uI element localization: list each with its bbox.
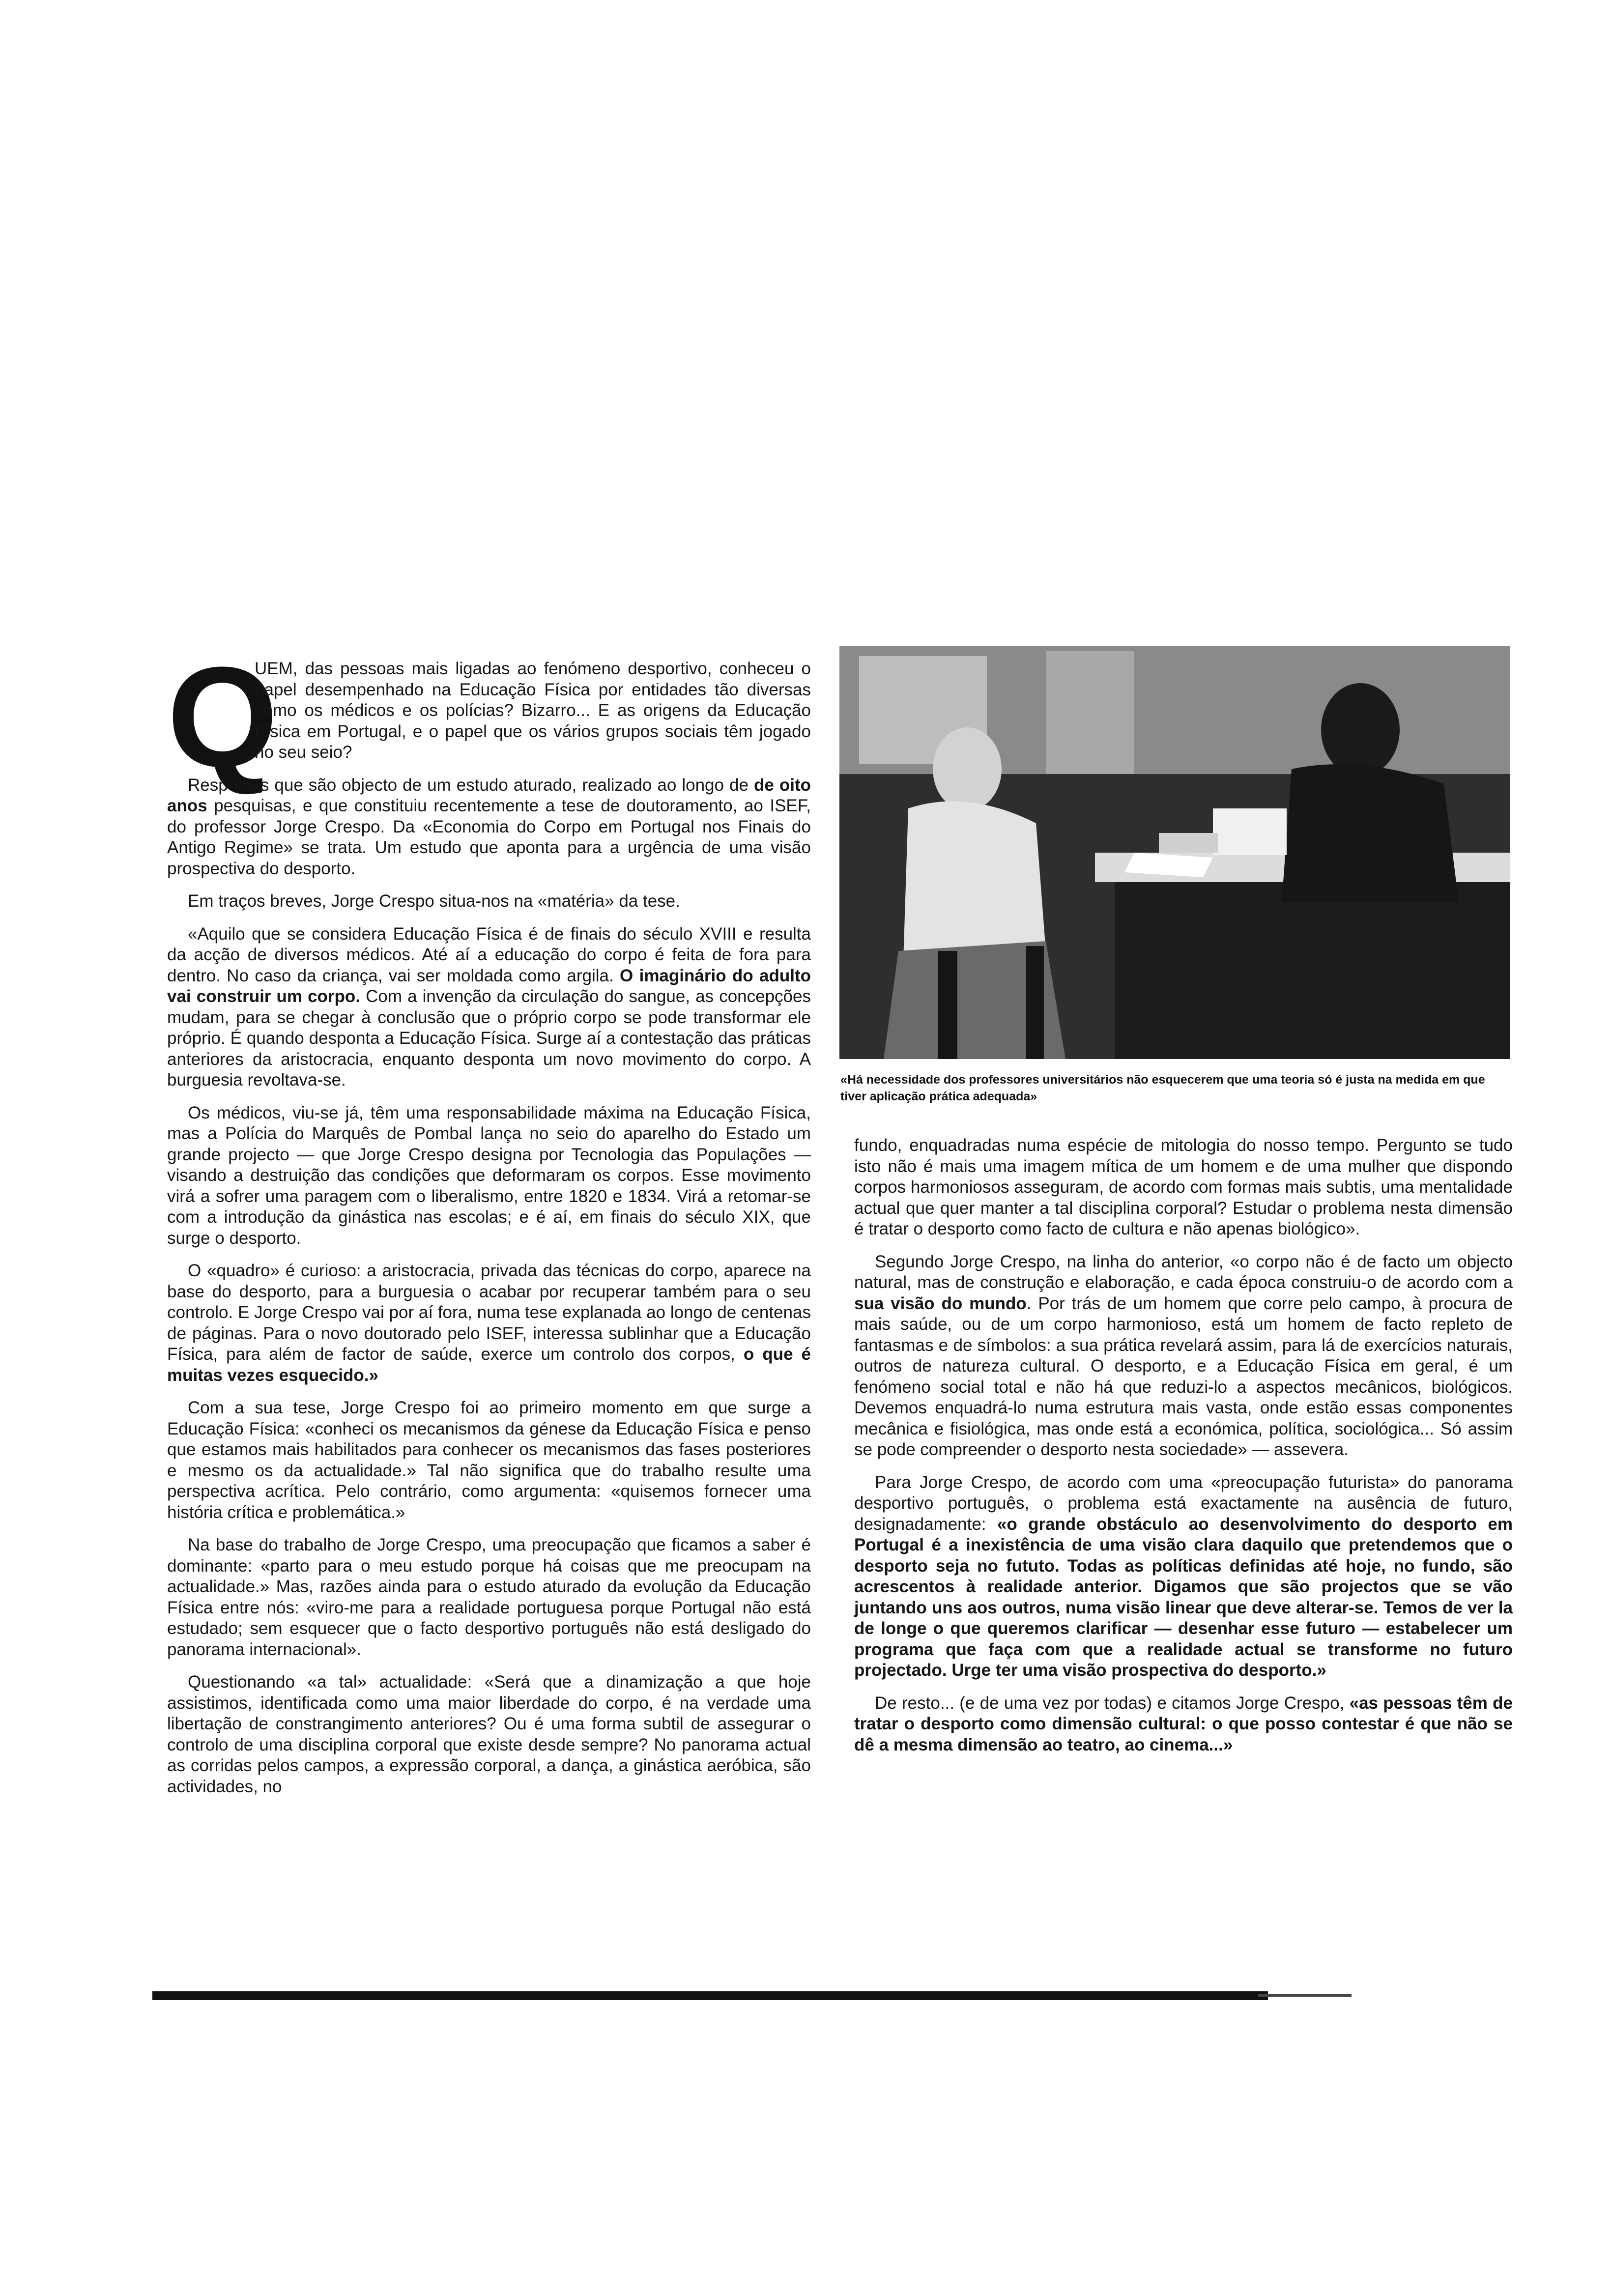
left-column xyxy=(167,637,811,1809)
paragraph-thesis xyxy=(167,775,811,880)
right-column xyxy=(854,1135,1513,1767)
paragraph-continuation xyxy=(854,1135,1513,1240)
conclusion-text-a: De resto... (e de uma vez por todas) e citamos Jorge Crespo, xyxy=(875,1693,1350,1713)
origins-text-c: Com a invenção da circulação do sangue, as concepções mudam, para se chegar à conclusão que o próprio corpo se pode transformar ele próprio. É quando desponta a Educação Física. Surge aí a contestação das práticas anteriores da aristocracia, enquanto desponta um novo movimento do corpo. A burguesia revoltava-se. xyxy=(167,987,811,1090)
drop-cap: Q xyxy=(167,637,278,797)
future-bold: «o grande obstáculo ao desenvolvimento do desporto em Portugal é a inexistência de uma visão clara daquilo que pretendemos que o desporto seja no fututo. Todas as políticas definidas até hoje, no fundo, são acrescentos à realidade anterior. Digamos que são projectos que se vão juntando uns aos outros, numa visão linear que deve alterar-se. Temos de ver la de longe o que queremos clarificar — desenhar esse futuro — estabelecer um programa que faça com que a realidade actual se transforme no futuro projectado. Urge ter uma visão prospectiva do desporto.» xyxy=(854,1514,1513,1680)
origins-text-a: «Aquilo que se considera Educação Física é de finais do século XVIII e resulta da acção de diversos médicos. Até aí a educação do corpo é feita de fora para dentro. No caso da criança, vai ser moldada como argila. xyxy=(167,924,811,985)
paragraph-body-construction xyxy=(854,1252,1513,1461)
paragraph-conclusion xyxy=(854,1693,1513,1756)
photo-image xyxy=(839,646,1510,1059)
paragraph-summary xyxy=(167,891,811,912)
bottom-rule xyxy=(152,1991,1268,2000)
paragraph-thesis-method xyxy=(167,1398,811,1523)
paragraph-future xyxy=(854,1472,1513,1681)
paragraph-doctors xyxy=(167,1103,811,1249)
paragraph-quote-origins xyxy=(167,924,811,1091)
picture-bold: o que é muitas vezes esquecido.» xyxy=(167,1345,811,1385)
thesis-bold: de oito anos xyxy=(167,775,811,815)
paragraph-questioning xyxy=(167,1672,811,1797)
construction-text-a: Segundo Jorge Crespo, na linha do anterior, «o corpo não é de facto um objecto natural, mas de construção e elaboração, e cada época construiu-o de acordo com a xyxy=(854,1252,1513,1292)
method-text: Com a sua tese, Jorge Crespo foi ao primeiro momento em que surge a Educação Física: «conheci os mecanismos da génese da Educação Física e penso que estamos mais habilitados para conhecer os mecanismos das fases posteriores e mesmo os da actualidade.» Tal não significa que do trabalho resulte uma perspectiva acrítica. Pelo contrário, como argumenta: «quisemos fornecer uma história crítica e problemática.» xyxy=(167,1398,811,1522)
paragraph-picture xyxy=(167,1261,811,1386)
continuation-text: fundo, enquadradas numa espécie de mitologia do nosso tempo. Pergunto se tudo isto não é mais uma imagem mítica de um homem e de uma mulher que dispondo corpos harmoniosos asseguram, de acordo com formas mais subtis, uma mentalidade actual que quer manter a tal disciplina corporal? Estudar o problema nesta dimensão é tratar o desporto como facto de cultura e não apenas biológico». xyxy=(854,1136,1513,1238)
conclusion-bold: «as pessoas têm de tratar o desporto como dimensão cultural: o que posso contestar é que não se dê a mesma dimensão ao teatro, ao cinema...» xyxy=(854,1693,1513,1754)
doctors-text: Os médicos, viu-se já, têm uma responsabilidade máxima na Educação Física, mas a Polícia do Marquês de Pombal lança no seio do aparelho do Estado um grande projecto — que Jorge Crespo designa por Tecnologia das Populações — visando a destruição das condições que deformaram os corpos. Esse movimento virá a sofrer uma paragem com o liberalismo, entre 1820 e 1834. Virá a retomar-se com a introdução da ginástica nas escolas; e é aí, em finais do século XIX, que surge o desporto. xyxy=(167,1103,811,1248)
thesis-text-a: Respostas que são objecto de um estudo aturado, realizado ao longo de xyxy=(188,775,754,795)
bottom-rule-tail xyxy=(1258,1994,1352,1997)
thesis-text-c: pesquisas, e que constituiu recentemente a tese de doutoramento, ao ISEF, do professor Jorge Crespo. Da «Economia do Corpo em Portugal nos Finais do Antigo Regime» se trata. Um estudo que aponta para a urgência de uma visão prospectiva do desporto. xyxy=(167,796,811,878)
construction-bold: sua visão do mundo xyxy=(854,1293,1027,1313)
future-text-a: Para Jorge Crespo, de acordo com uma «preocupação futurista» do panorama desportivo português, o problema está exactamente na ausência de futuro, designadamente: xyxy=(854,1472,1513,1534)
paragraph-concern xyxy=(167,1535,811,1660)
photo-caption: «Há necessidade dos professores universitários não esquecerem que uma teoria só é justa na medida em que tiver aplicação prática adequada» xyxy=(840,1073,1485,1103)
intro-text: UEM, das pessoas mais ligadas ao fenómeno desportivo, conheceu o papel desempenhado na Educação Física por entidades tão diversas como os médicos e os polícias? Bizarro... E as origens da Educação Física em Portugal, e o papel que os vários grupos sociais têm jogado no seu seio? xyxy=(255,659,811,762)
construction-text-c: . Por trás de um homem que corre pelo campo, à procura de mais saúde, ou de um corpo harmonioso, está um homem de facto repleto de fantasmas e de símbolos: a sua prática revelará assim, para lá de exercícios naturais, outros de natureza cultural. O desporto, e a Educação Física em geral, é um fenómeno social total e não há que reduzi-lo a aspectos mecânicos, biológicos. Devemos enquadrá-lo numa estrutura mais vasta, onde estão essas componentes mecânica e fisiológica, mas onde está a económica, política, sociológica... Só assim se pode compreender o desporto nesta sociedade» — assevera. xyxy=(854,1293,1513,1459)
summary-text: Em traços breves, Jorge Crespo situa-nos na «matéria» da tese. xyxy=(188,891,680,911)
article-photo xyxy=(839,646,1510,1059)
picture-text-a: O «quadro» é curioso: a aristocracia, privada das técnicas do corpo, aparece na base do desporto, para a burguesia o acabar por recuperar também para o seu controlo. E Jorge Crespo vai por aí fora, numa tese explanada ao longo de centenas de páginas. Para o novo doutorado pelo ISEF, interessa sublinhar que a Educação Física, para além de factor de saúde, exerce um controlo dos corpos, xyxy=(167,1261,811,1364)
paragraph-intro xyxy=(167,659,811,763)
questioning-text: Questionando «a tal» actualidade: «Será que a dinamização a que hoje assistimos, identificada como uma maior liberdade do corpo, é na verdade uma libertação de constrangimento anteriores? Ou é uma forma subtil de assegurar o controlo de uma disciplina corporal que existe desde sempre? No panorama actual as corridas pelos campos, a expressão corporal, a dança, a ginástica aeróbica, são actividades, no xyxy=(167,1672,811,1796)
concern-text: Na base do trabalho de Jorge Crespo, uma preocupação que ficamos a saber é dominante: «parto para o meu estudo porque há coisas que me preocupam na actualidade.» Mas, razões ainda para o estudo aturado da evolução da Educação Física entre nós: «virо-me para a realidade portuguesa porque Portugal não está estudado; sem esquecer que o facto desportivo português não está desligado do panorama internacional». xyxy=(167,1535,811,1659)
origins-bold: O imaginário do adulto vai construir um corpo. xyxy=(167,966,811,1006)
